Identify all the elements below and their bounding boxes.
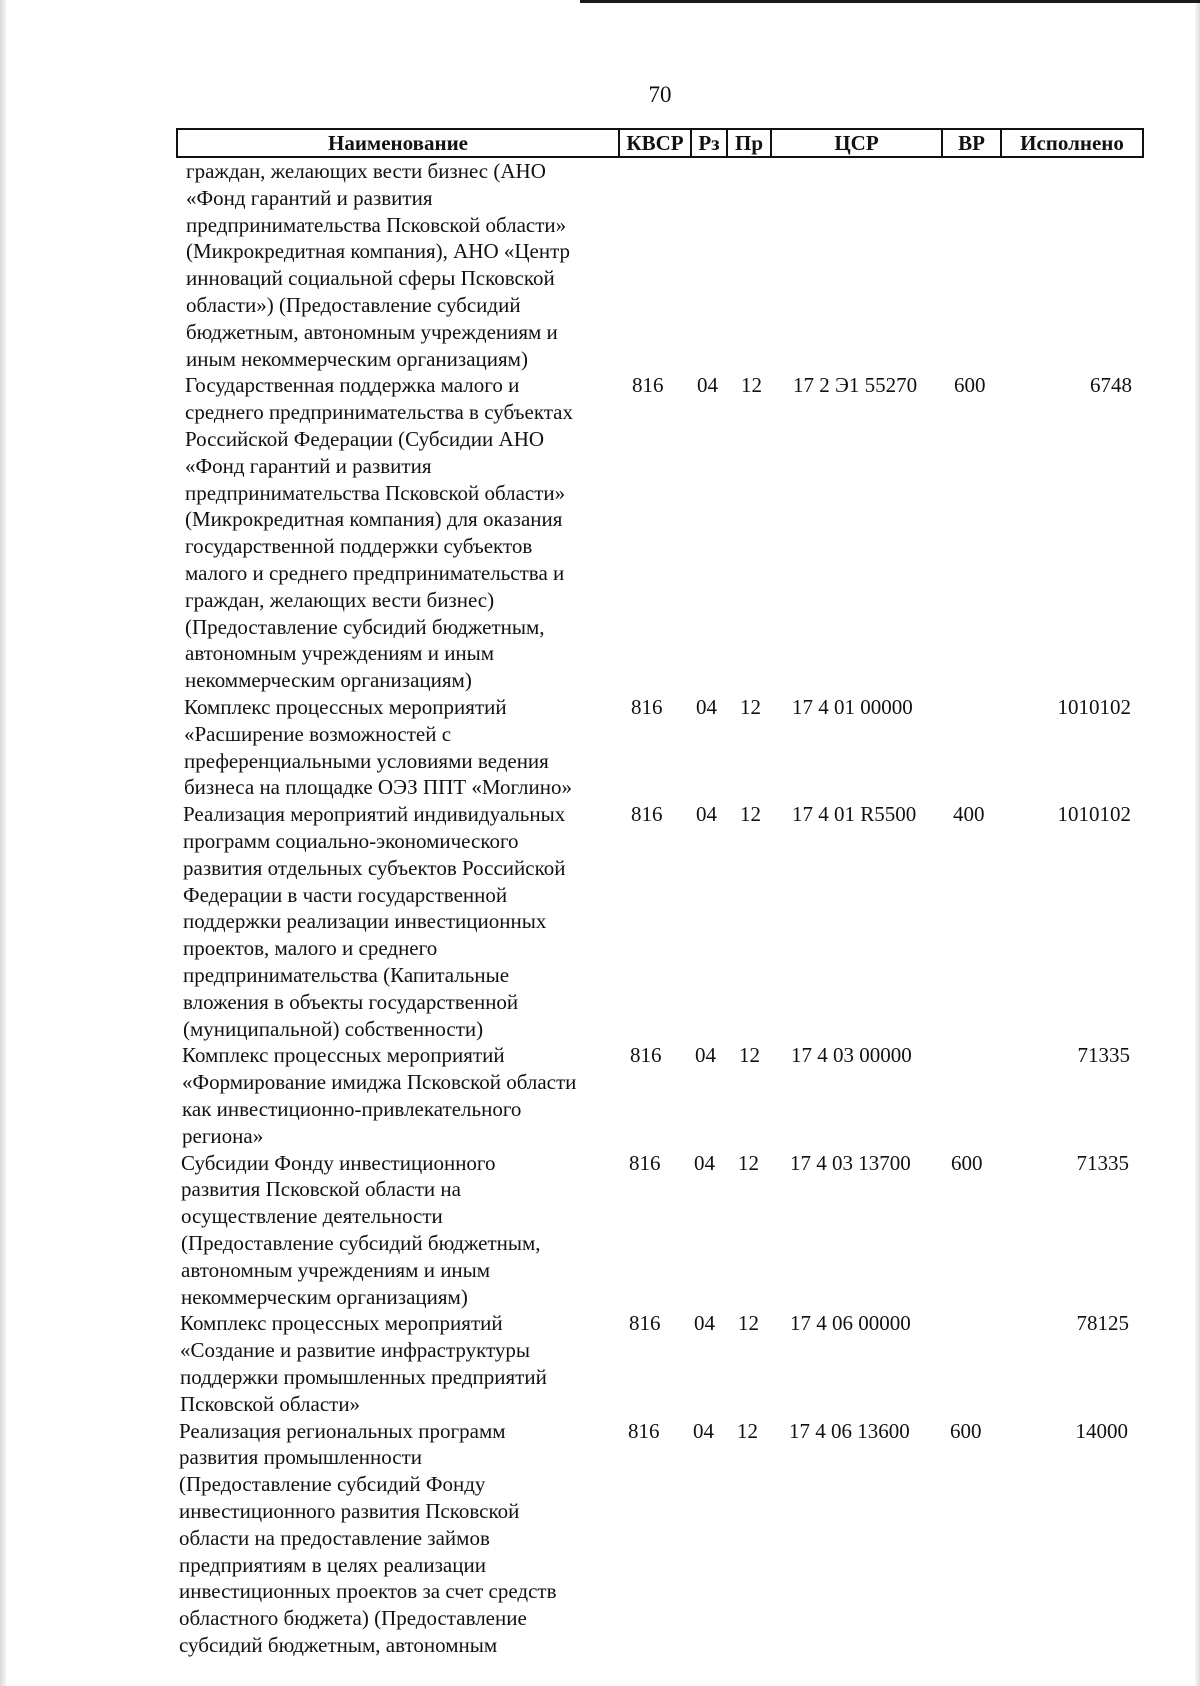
row-vr: 600: [954, 373, 986, 398]
row-name-line: иным некоммерческим организациям): [186, 346, 528, 371]
row-name-line: областного бюджета) (Предоставление: [179, 1606, 527, 1631]
row-name-line: (Предоставление субсидий Фонду: [179, 1472, 486, 1497]
row-kvsr: 816: [628, 1418, 660, 1443]
row-rz: 04: [694, 1150, 715, 1175]
row-executed: 78125: [1076, 1311, 1129, 1336]
row-name-line: Российской Федерации (Субсидии АНО: [185, 426, 545, 451]
row-name-line: Реализация региональных программ: [179, 1418, 506, 1443]
header-kvsr: КВСР: [620, 130, 692, 156]
row-csr: 17 2 Э1 55270: [793, 373, 918, 398]
row-pr: 12: [739, 1043, 760, 1068]
row-name-line: региона»: [182, 1123, 264, 1148]
row-csr: 17 4 01 00000: [792, 695, 913, 719]
row-name: [179, 1418, 609, 1659]
row-rz: 04: [696, 695, 717, 719]
row-vr: 600: [951, 1150, 983, 1175]
row-name-line: Субсидии Фонду инвестиционного: [181, 1150, 496, 1175]
row-name-line: инвестиционного развития Псковской: [179, 1498, 520, 1523]
row-name: [182, 1042, 612, 1149]
row-name-line: граждан, желающих вести бизнес (АНО: [186, 159, 546, 183]
row-name-line: области на предоставление займов: [179, 1525, 490, 1550]
row-name-line: некоммерческим организациям): [185, 668, 472, 693]
row-name-line: поддержки реализации инвестиционных: [183, 909, 547, 934]
row-name-line: Комплекс процессных мероприятий: [180, 1311, 503, 1336]
row-name-line: граждан, желающих вести бизнес): [185, 587, 495, 612]
row-name-line: бюджетным, автономным учреждениям и: [186, 319, 558, 344]
row-name-line: инвестиционных проектов за счет средств: [179, 1579, 557, 1604]
row-name-line: (Предоставление субсидий бюджетным,: [185, 614, 545, 639]
row-name-line: государственной поддержки субъектов: [185, 534, 533, 559]
row-name-line: «Фонд гарантий и развития: [185, 453, 432, 478]
row-name-line: преференциальными условиями ведения: [184, 748, 549, 773]
row-name-line: «Формирование имиджа Псковской области: [182, 1070, 577, 1095]
row-name: [180, 1310, 610, 1417]
row-name-line: «Расширение возможностей с: [184, 721, 452, 746]
row-name-line: автономным учреждениям и иным: [181, 1257, 491, 1282]
row-pr: 12: [741, 373, 762, 398]
row-pr: 12: [738, 1150, 759, 1175]
row-name-line: предпринимательства Псковской области»: [185, 480, 566, 505]
row-pr: 12: [737, 1418, 758, 1443]
row-executed: 71335: [1076, 1150, 1129, 1175]
row-name-line: предприятиям в целях реализации: [179, 1552, 486, 1577]
row-name-line: (Микрокредитная компания) для оказания: [185, 507, 563, 532]
row-kvsr: 816: [629, 1150, 661, 1175]
row-name-line: проектов, малого и среднего: [183, 936, 438, 961]
row-csr: 17 4 06 00000: [790, 1311, 911, 1336]
row-name-line: Реализация мероприятий индивидуальных: [183, 802, 566, 827]
row-rz: 04: [696, 802, 717, 827]
row-name-line: Федерации в части государственной: [183, 882, 508, 907]
row-executed: 14000: [1075, 1418, 1128, 1443]
row-csr: 17 4 06 13600: [789, 1418, 910, 1443]
row-csr: 17 4 03 13700: [790, 1150, 911, 1175]
row-name-line: (Предоставление субсидий бюджетным,: [181, 1230, 541, 1255]
row-name-line: среднего предпринимательства в субъектах: [185, 400, 574, 425]
header-executed: Исполнено: [1020, 131, 1124, 155]
row-name-line: развития Псковской области на: [181, 1177, 461, 1202]
row-kvsr: 816: [629, 1311, 661, 1336]
row-vr: 400: [953, 802, 985, 827]
row-rz: 04: [697, 373, 718, 398]
page-number: 70: [648, 82, 672, 107]
row-name-line: вложения в объекты государственной: [183, 989, 519, 1014]
header-csr: ЦСР: [772, 130, 943, 156]
header-pr: Пр: [728, 130, 772, 156]
row-name-line: как инвестиционно-привлекательного: [182, 1096, 522, 1121]
row-name: [181, 1150, 611, 1311]
row-name-line: малого и среднего предпринимательства и: [185, 560, 565, 585]
row-rz: 04: [693, 1418, 714, 1443]
row-name-line: развития промышленности: [179, 1445, 423, 1470]
row-name-line: бизнеса на площадке ОЭЗ ППТ «Моглино»: [184, 775, 573, 800]
row-executed: 71335: [1077, 1043, 1130, 1068]
row-pr: 12: [738, 1311, 759, 1336]
row-pr: 12: [740, 802, 761, 827]
row-executed: 1010102: [1057, 802, 1131, 827]
row-csr: 17 4 01 R5500: [792, 802, 917, 827]
header-rz: Рз: [692, 130, 728, 156]
row-name-line: Псковской области»: [180, 1391, 361, 1416]
row-name-line: «Фонд гарантий и развития: [186, 185, 433, 210]
row-name-line: поддержки промышленных предприятий: [180, 1364, 547, 1389]
row-pr: 12: [740, 695, 761, 719]
header-name: Наименование: [178, 130, 620, 156]
row-name-line: программ социально-экономического: [183, 828, 519, 853]
row-name: [186, 158, 616, 372]
row-name-line: области») (Предоставление субсидий: [186, 292, 521, 317]
row-name-line: предпринимательства (Капитальные: [183, 962, 510, 987]
row-rz: 04: [695, 1043, 716, 1068]
row-rz: 04: [694, 1311, 715, 1336]
row-name-line: некоммерческим организациям): [181, 1284, 468, 1309]
row-executed: 6748: [1090, 373, 1132, 398]
row-name-line: Комплекс процессных мероприятий: [184, 695, 507, 719]
row-name-line: «Создание и развитие инфраструктуры: [180, 1338, 531, 1363]
row-name-line: автономным учреждениям и иным: [185, 641, 495, 666]
row-kvsr: 816: [631, 802, 663, 827]
row-name: [184, 694, 614, 801]
row-kvsr: 816: [632, 373, 664, 398]
row-name-line: (муниципальной) собственности): [183, 1016, 484, 1041]
row-name: [185, 372, 615, 694]
row-name-line: развития отдельных субъектов Российской: [183, 855, 566, 880]
row-name-line: Государственная поддержка малого и: [185, 373, 520, 398]
header-vr: ВР: [943, 130, 1002, 156]
row-name: [183, 801, 613, 1042]
row-name-line: (Микрокредитная компания), АНО «Центр: [186, 239, 571, 264]
row-vr: 600: [950, 1418, 982, 1443]
row-name-line: субсидий бюджетным, автономным: [179, 1632, 498, 1657]
row-name-line: инноваций социальной сферы Псковской: [186, 266, 555, 291]
row-name-line: предпринимательства Псковской области»: [186, 212, 567, 237]
row-kvsr: 816: [631, 695, 663, 719]
row-name-line: осуществление деятельности: [181, 1204, 443, 1229]
row-csr: 17 4 03 00000: [791, 1043, 912, 1068]
row-kvsr: 816: [630, 1043, 662, 1068]
row-executed: 1010102: [1057, 695, 1131, 719]
row-name-line: Комплекс процессных мероприятий: [182, 1043, 505, 1068]
